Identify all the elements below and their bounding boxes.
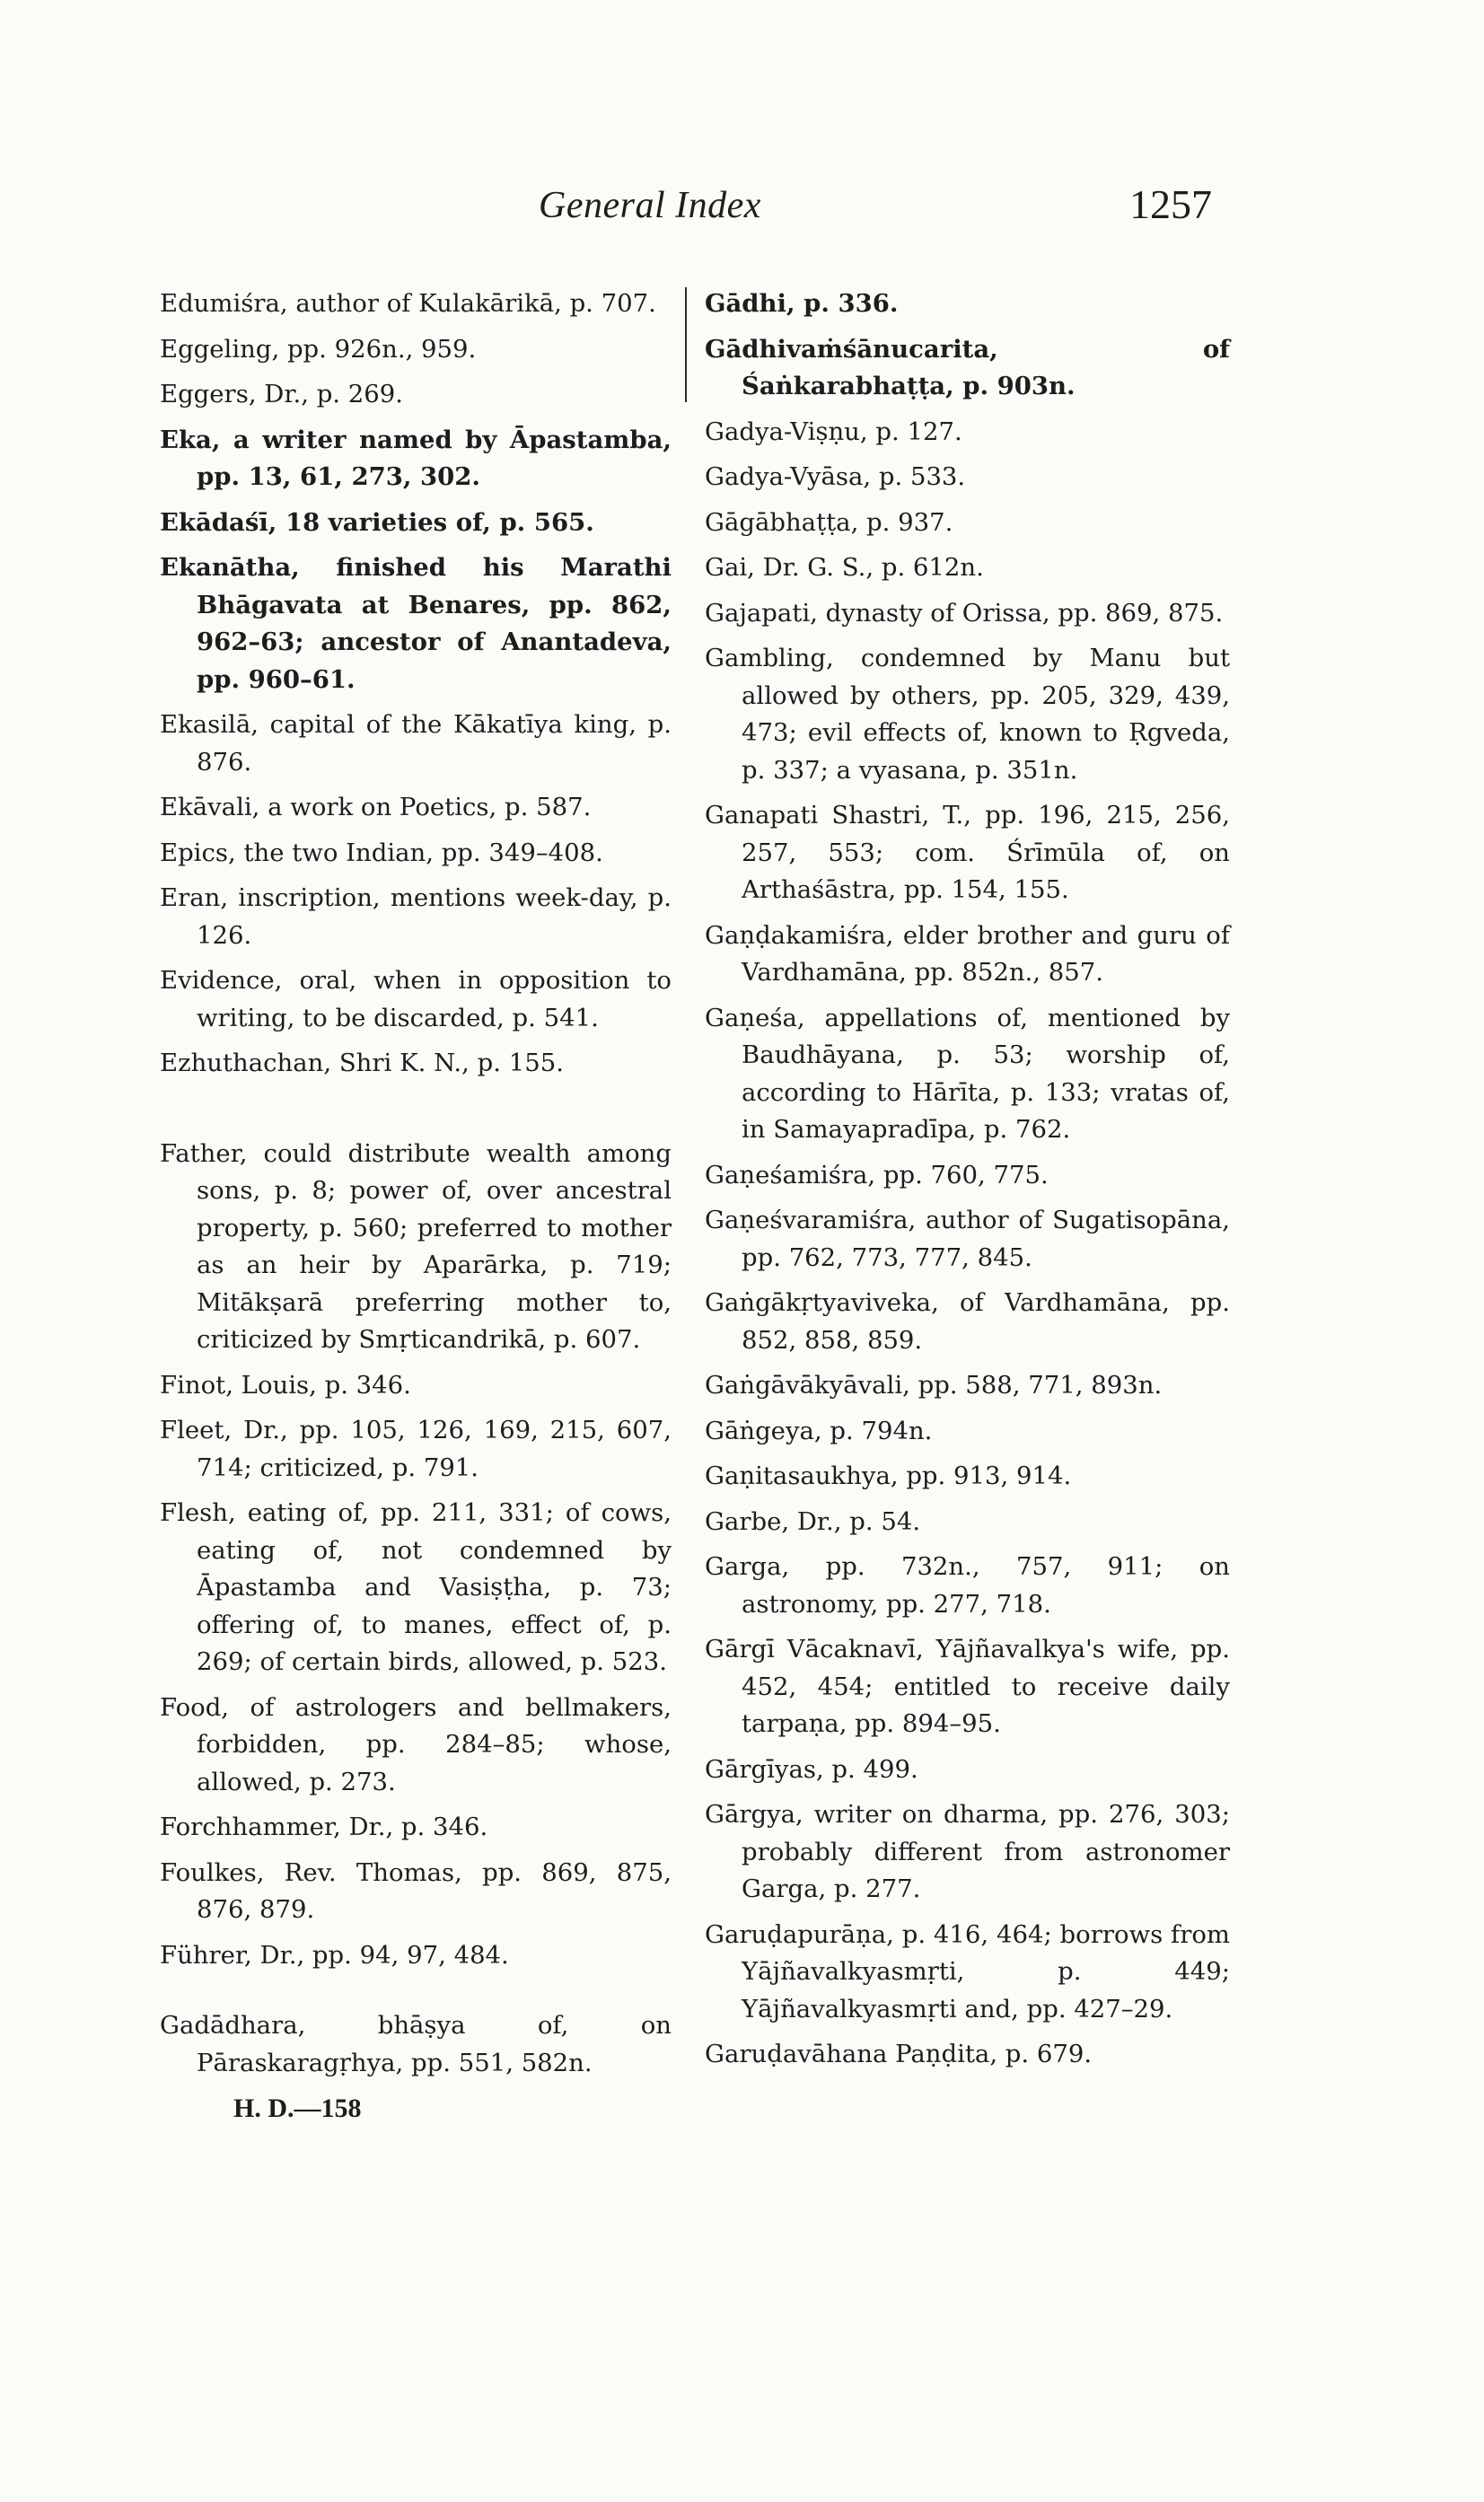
index-entry: Finot, Louis, p. 346.: [160, 1370, 411, 1400]
index-entry: Gadya-Vyāsa, p. 533.: [705, 462, 966, 491]
index-entry: Ganapati Shastri, T., pp. 196, 215, 256, 257, 553; com. Śrīmūla of, on Arthaśāstra, pp. 154, 155.: [705, 801, 1230, 904]
index-entry: Gaṇḍakamiśra, elder brother and guru of Vardhamāna, pp. 852n., 857.: [705, 920, 1230, 987]
index-entry: Eggeling, pp. 926n., 959.: [160, 334, 477, 364]
index-entry: Führer, Dr., pp. 94, 97, 484.: [160, 1940, 509, 1970]
index-entry: Gārgīyas, p. 499.: [705, 1754, 918, 1784]
index-entry: Gāgābhaṭṭa, p. 937.: [705, 507, 953, 537]
index-entry: Gaṅgākṛtyaviveka, of Vardhamāna, pp. 852, 858, 859.: [705, 1288, 1230, 1355]
index-entry: Gaṅgāvākyāvali, pp. 588, 771, 893n.: [705, 1371, 1163, 1400]
index-entry: Epics, the two Indian, pp. 349–408.: [160, 838, 603, 867]
index-entry: Gaṇitasaukhya, pp. 913, 914.: [705, 1462, 1072, 1490]
right-index-column: [705, 285, 1230, 2082]
section-gap: [160, 1091, 672, 1136]
index-entry: Ekāvali, a work on Poetics, p. 587.: [160, 793, 592, 821]
index-entry: Flesh, eating of, pp. 211, 331; of cows, eating of, not condemned by Āpastamba and Vasiṣṭha, p. 73; offering of, to manes, effect of, p. 269; of certain birds, allowed, p. 523.: [160, 1498, 672, 1676]
index-entry: Ekādaśī, 18 varieties of, p. 565.: [160, 507, 594, 537]
index-entry: Gadādhara, bhāṣya of, on Pāraskaragṛhya, pp. 551, 582n.: [160, 2011, 672, 2077]
index-entry: Eka, a writer named by Āpastamba, pp. 13, 61, 273, 302.: [160, 425, 672, 491]
index-entry: Forchhammer, Dr., p. 346.: [160, 1813, 488, 1841]
page-header: [0, 181, 1484, 238]
index-entry: Garuḍavāhana Paṇḍita, p. 679.: [705, 2040, 1093, 2068]
index-entry: Ekanātha, finished his Marathi Bhāgavata at Benares, pp. 862, 962–63; ancestor of Anantadeva, pp. 960–61.: [160, 553, 672, 694]
index-entry: Fleet, Dr., pp. 105, 126, 169, 215, 607, 714; criticized, p. 791.: [160, 1416, 672, 1482]
index-entry: Foulkes, Rev. Thomas, pp. 869, 875, 876, 879.: [160, 1857, 672, 1924]
index-entry: Gādhivaṁśānucarita, of Śaṅkarabhaṭṭa, p. 903n.: [705, 334, 1230, 400]
index-entry: Eran, inscription, mentions week-day, p. 126.: [160, 883, 672, 950]
page-number: 1257: [1129, 181, 1212, 227]
index-entry: Garbe, Dr., p. 54.: [705, 1506, 921, 1536]
index-entry: Gārgī Vācaknavī, Yājñavalkya's wife, pp. 452, 454; entitled to receive daily tarpaṇa, pp. 894–95.: [705, 1635, 1230, 1738]
index-entry: Gaṇeśa, appellations of, mentioned by Baudhāyana, p. 53; worship of, according to Hārīta, p. 133; vratas of, in Samayapradīpa, p. 762.: [705, 1003, 1230, 1144]
index-entry: Food, of astrologers and bellmakers, forbidden, pp. 284–85; whose, allowed, p. 273.: [160, 1692, 672, 1796]
section-gap: [160, 1982, 672, 2007]
index-entry: Eggers, Dr., p. 269.: [160, 380, 404, 408]
index-entry: Evidence, oral, when in opposition to writing, to be discarded, p. 541.: [160, 966, 672, 1032]
index-entry: Gajapati, dynasty of Orissa, pp. 869, 875.: [705, 598, 1224, 628]
index-entry: Gambling, condemned by Manu but allowed by others, pp. 205, 329, 439, 473; evil effects of, known to Ṛgveda, p. 337; a vyasana, p. 351n.: [705, 644, 1230, 785]
index-entry: Garuḍapurāṇa, p. 416, 464; borrows from Yājñavalkyasmṛti, p. 449; Yājñavalkyasmṛti and, pp. 427–29.: [705, 1919, 1230, 2024]
index-entry: Ezhuthachan, Shri K. N., p. 155.: [160, 1049, 564, 1077]
index-entry: Gai, Dr. G. S., p. 612n.: [705, 553, 984, 582]
index-entry: Father, could distribute wealth among sons, p. 8; power of, over ancestral property, p. 560; preferred to mother as an heir by Aparārka, p. 719; Mitākṣarā preferring mother to, criticized by Smṛticandrikā, p. 607.: [160, 1138, 672, 1354]
index-entry: Ekasilā, capital of the Kākatīya king, p. 876.: [160, 710, 672, 777]
signature-mark: H. D.—158: [233, 2094, 362, 2123]
index-entry: Garga, pp. 732n., 757, 911; on astronomy, pp. 277, 718.: [705, 1552, 1230, 1619]
column-divider: [685, 287, 687, 402]
index-entry: Gaṇeśvaramiśra, author of Sugatisopāna, pp. 762, 773, 777, 845.: [705, 1206, 1230, 1272]
running-title: General Index: [539, 185, 761, 226]
index-entry: Gārgya, writer on dharma, pp. 276, 303; probably different from astronomer Garga, p. 277.: [705, 1800, 1230, 1903]
index-entry: Gaṇeśamiśra, pp. 760, 775.: [705, 1160, 1049, 1190]
index-entry: Gadya-Viṣṇu, p. 127.: [705, 417, 962, 446]
left-index-column: [160, 285, 672, 2128]
index-entry: Gādhi, p. 336.: [705, 289, 899, 318]
index-entry: Edumiśra, author of Kulakārikā, p. 707.: [160, 289, 656, 318]
index-entry: Gāṅgeya, p. 794n.: [705, 1416, 933, 1445]
